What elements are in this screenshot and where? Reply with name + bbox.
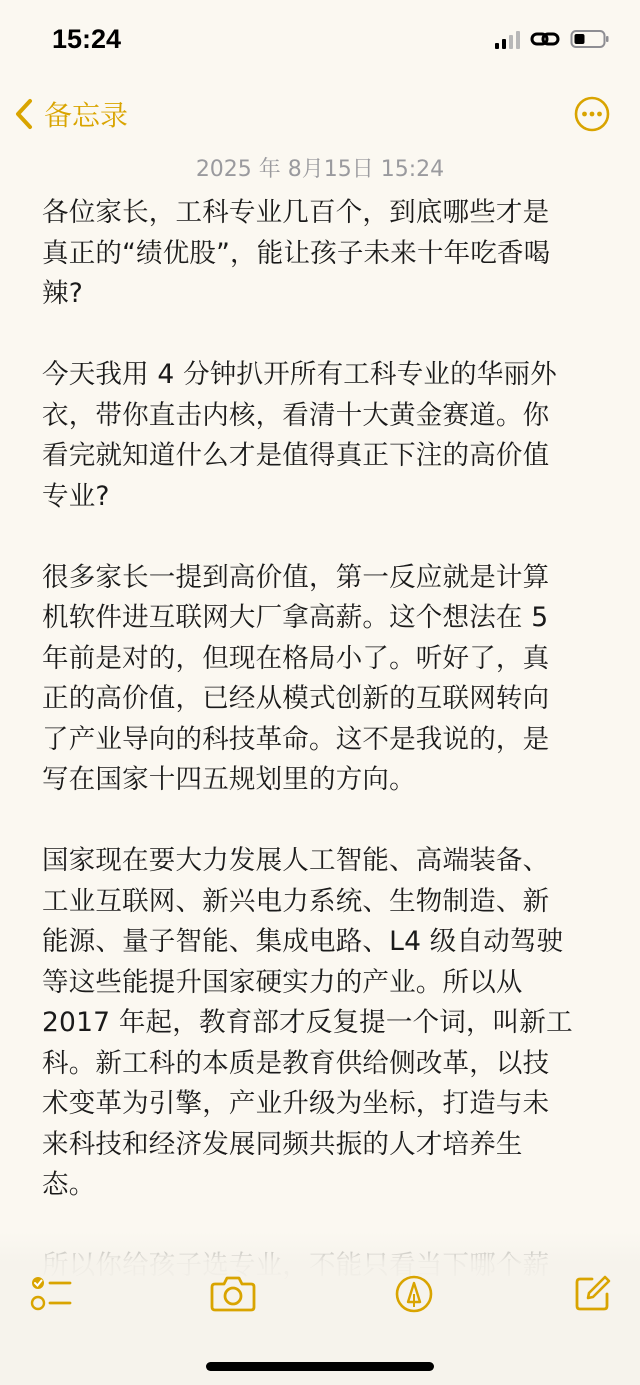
note-blank-line — [42, 517, 598, 558]
nav-bar — [0, 88, 640, 140]
note-line: 了产业导向的科技革命。这不是我说的，是 — [42, 723, 550, 755]
markup-pen-icon — [394, 1274, 434, 1314]
note-line: 写在国家十四五规划里的方向。 — [42, 764, 416, 795]
note-line: 态。 — [42, 1169, 96, 1200]
note-line: 专业? — [42, 480, 110, 512]
status-bar — [0, 0, 640, 80]
note-line: 工业互联网、新兴电力系统、生物制造、新 — [42, 885, 550, 917]
markup-button[interactable] — [394, 1274, 434, 1318]
cellular-signal-icon — [495, 29, 520, 49]
back-button[interactable] — [12, 94, 128, 134]
checklist-icon — [30, 1274, 72, 1312]
note-line: 正的高价值，已经从模式创新的互联网转向 — [42, 683, 550, 714]
status-time: 15:24 — [52, 24, 122, 54]
note-line: 辣? — [42, 278, 83, 309]
note-line: 真正的“绩优股”，能让孩子未来十年吃香喝 — [42, 237, 551, 269]
note-line: 今天我用 4 分钟扒开所有工科专业的华丽外 — [42, 359, 557, 390]
note-line: 国家现在要大力发展人工智能、高端装备、 — [42, 845, 550, 876]
note-line: 年前是对的，但现在格局小了。听好了，真 — [42, 642, 550, 674]
note-line: 能源、量子智能、集成电路、L4 级自动驾驶 — [42, 926, 564, 957]
note-blank-line — [42, 315, 598, 356]
note-line: 等这些能提升国家硬实力的产业。所以从 — [42, 966, 523, 998]
note-line: 看完就知道什么才是值得真正下注的高价值 — [42, 440, 550, 471]
compose-button[interactable] — [574, 1274, 612, 1316]
battery-icon — [570, 28, 610, 50]
camera-button[interactable] — [210, 1274, 256, 1316]
note-line: 科。新工科的本质是教育供给侧改革，以技 — [42, 1047, 550, 1079]
note-line: 2017 年起，教育部才反复提一个词，叫新工 — [42, 1007, 573, 1038]
note-line: 术变革为引擎，产业升级为坐标，打造与未 — [42, 1088, 550, 1119]
note-body[interactable] — [42, 193, 598, 1238]
note-line: 来科技和经济发展同频共振的人才培养生 — [42, 1128, 523, 1160]
ellipsis-circle-icon — [574, 96, 610, 132]
note-blank-line — [42, 801, 598, 842]
camera-icon — [210, 1274, 256, 1312]
compose-icon — [574, 1274, 612, 1312]
status-icons — [495, 28, 610, 50]
note-line: 各位家长，工科专业几百个，到底哪些才是 — [42, 197, 550, 228]
note-date: 2025 年 8月15日 15:24 — [195, 157, 445, 182]
back-label: 备忘录 — [44, 99, 129, 132]
note-line: 机软件进互联网大厂拿高薪。这个想法在 5 — [42, 602, 549, 633]
chevron-left-icon — [12, 96, 36, 132]
note-line: 很多家长一提到高价值，第一反应就是计算 — [42, 561, 550, 593]
more-button[interactable] — [574, 96, 610, 136]
link-icon — [530, 28, 560, 50]
checklist-button[interactable] — [30, 1274, 72, 1316]
home-indicator[interactable] — [206, 1362, 434, 1371]
note-line: 衣，带你直击内核，看清十大黄金赛道。你 — [42, 399, 550, 431]
